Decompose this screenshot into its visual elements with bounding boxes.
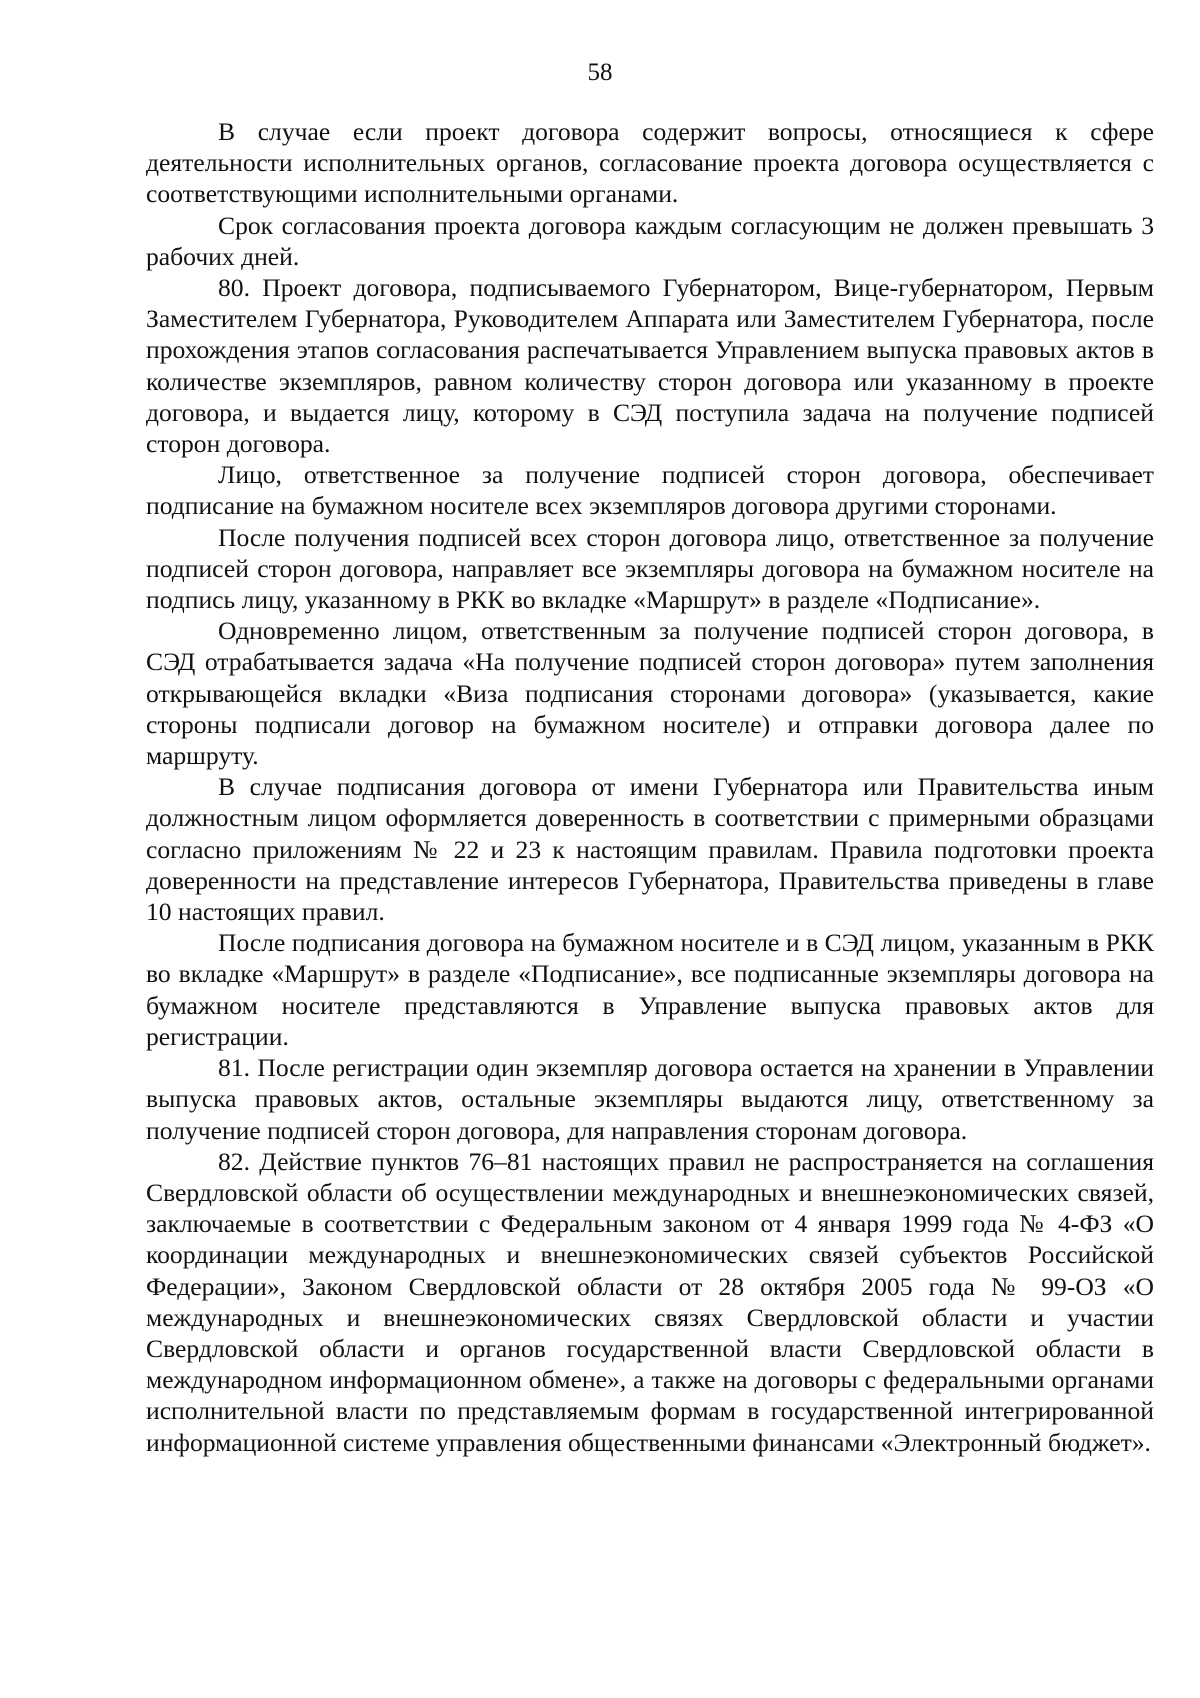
paragraph-item-81: 81. После регистрации один экземпляр договора остается на хранении в Управлении выпуска правовых актов, остальные экземпляры выдаются лицу, ответственному за получение подписей сторон договора, для направления сторонам договора. <box>146 1053 1154 1145</box>
paragraph-sed-task: Одновременно лицом, ответственным за получение подписей сторон договора, в СЭД отрабатывается задача «На получение подписей сторон договора» путем заполнения открывающейся вкладки «Виза подписания сторонами договора» (указывается, какие стороны подписали договор на бумажном носителе) и отправки договора далее по маршруту. <box>146 616 1154 771</box>
paragraph-power-of-attorney: В случае подписания договора от имени Губернатора или Правительства иным должностным лицом оформляется доверенность в соответствии с примерными образцами согласно приложениям № 22 и 23 к настоящим правилам. Правила подготовки проекта доверенности на представление интересов Губернатора, Правительства приведены в главе 10 настоящих правил. <box>146 772 1154 927</box>
document-body <box>146 116 1154 1458</box>
paragraph-item-80: 80. Проект договора, подписываемого Губернатором, Вице-губернатором, Первым Заместителем Губернатора, Руководителем Аппарата или Заместителем Губернатора, после прохождения этапов согласования распечатывается Управлением выпуска правовых актов в количестве экземпляров, равном количеству сторон договора или указанному в проекте договора, и выдается лицу, которому в СЭД поступила задача на получение подписей сторон договора. <box>146 273 1154 459</box>
paragraph-responsible-person: Лицо, ответственное за получение подписей сторон договора, обеспечивает подписание на бумажном носителе всех экземпляров договора другими сторонами. <box>146 460 1154 521</box>
paragraph-after-signatures: После получения подписей всех сторон договора лицо, ответственное за получение подписей сторон договора, направляет все экземпляры договора на бумажном носителе на подпись лицу, указанному в РКК во вкладке «Маршрут» в разделе «Подписание». <box>146 522 1154 615</box>
paragraph-item-82: 82. Действие пунктов 76–81 настоящих правил не распространяется на соглашения Свердловской области об осуществлении международных и внешнеэкономических связей, заключаемые в соответствии с Федеральным законом от 4 января 1999 года № 4-ФЗ «О координации международных и внешнеэкономических связей субъектов Российской Федерации», Законом Свердловской области от 28 октября 2005 года № 99-ОЗ «О международных и внешнеэкономических связях Свердловской области и участии Свердловской области и органов государственной власти Свердловской области в международном информационном обмене», а также на договоры с федеральными органами исполнительной власти по представляемым формам в государственной интегрированной информационной системе управления общественными финансами «Электронный бюджет». <box>146 1146 1154 1457</box>
page-number: 58 <box>587 59 613 86</box>
paragraph-registration-submission: После подписания договора на бумажном носителе и в СЭД лицом, указанным в РКК во вкладке «Маршрут» в разделе «Подписание», все подписанные экземпляры договора на бумажном носителе представляются в Управление выпуска правовых актов для регистрации. <box>146 928 1154 1051</box>
paragraph-coordination-executive-bodies: В случае если проект договора содержит вопросы, относящиеся к сфере деятельности исполнительных органов, согласование проекта договора осуществляется с соответствующими исполнительными органами. <box>146 117 1154 209</box>
paragraph-approval-deadline: Срок согласования проекта договора каждым согласующим не должен превышать 3 рабочих дней. <box>146 210 1154 271</box>
